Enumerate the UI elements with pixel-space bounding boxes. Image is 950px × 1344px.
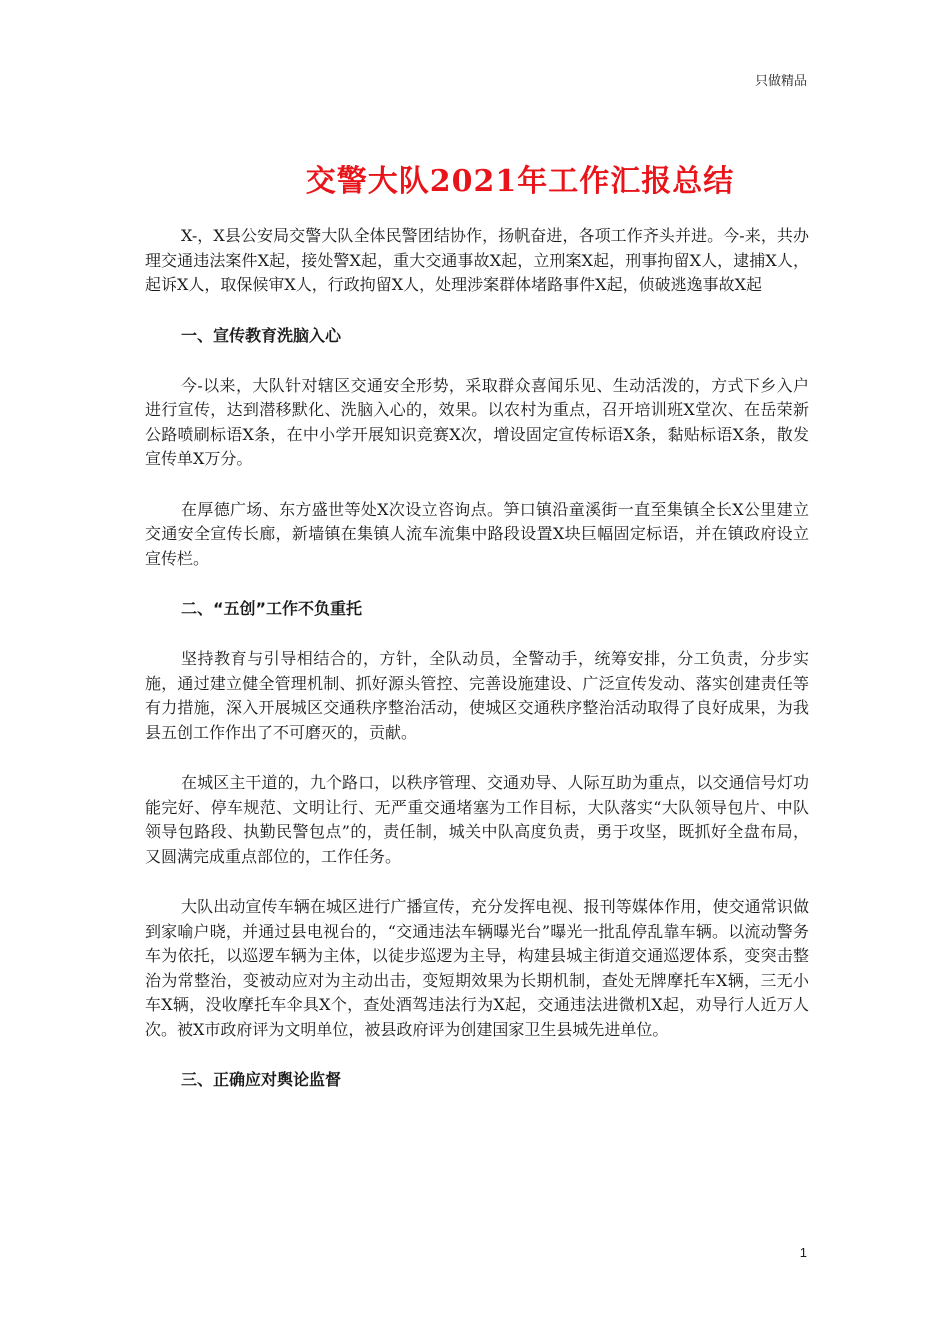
document-title: 交警大队2021年工作汇报总结: [305, 164, 735, 199]
section2-paragraph-1: 坚持教育与引导相结合的，方针，全队动员，全警动手，统筹安排，分工负责，分步实施，通过建立健全管理机制、抓好源头管控、完善设施建设、广泛宣传发动、落实创建责任等有力措施，深入开展城区交通秩序整治活动，使城区交通秩序整治活动取得了良好成果，为我县五创工作作出了不可磨灭的，贡献。: [145, 649, 809, 742]
header-note: 只做精品: [754, 74, 807, 89]
page-number: 1: [799, 1245, 807, 1260]
section-heading-1: 一、宣传教育洗脑入心: [181, 325, 342, 345]
section1-paragraph-1: 今-以来，大队针对辖区交通安全形势，采取群众喜闻乐见、生动活泼的，方式下乡入户进行宣传，达到潜移默化、洗脑入心的，效果。以农村为重点，召开培训班X堂次、在岳荣新公路喷刷标语X条，在中小学开展知识竞赛X次，增设固定宣传标语X条，黏贴标语X条，散发宣传单X万分。: [145, 375, 809, 468]
section-heading-3: 三、正确应对舆论监督: [181, 1070, 342, 1089]
section1-paragraph-2: 在厚德广场、东方盛世等处X次设立咨询点。笋口镇沿童溪街一直至集镇全长X公里建立交通安全宣传长廊，新墙镇在集镇人流车流集中路段设置X块巨幅固定标语，并在镇政府设立宣传栏。: [145, 499, 809, 568]
section2-paragraph-2: 在城区主干道的，九个路口，以秩序管理、交通劝导、人际互助为重点，以交通信号灯功能完好、停车规范、文明让行、无严重交通堵塞为工作目标，大队落实“大队领导包片、中队领导包路段、执勤民警包点”的，责任制，城关中队高度负责，勇于攻坚，既抓好全盘布局，又圆满完成重点部位的，工作任务。: [145, 773, 809, 866]
intro-paragraph: X-，X县公安局交警大队全体民警团结协作，扬帆奋进，各项工作齐头并进。今-来，共办理交通违法案件X起，接处警X起，重大交通事故X起，立刑案X起，刑事拘留X人，逮捕X人，起诉X人，取保候审X人，行政拘留X人，处理涉案群体堵路事件X起，侦破逃逸事故X起: [145, 226, 809, 294]
section-heading-2: 二、“五创”工作不负重托: [181, 599, 363, 618]
section2-paragraph-3: 大队出动宣传车辆在城区进行广播宣传，充分发挥电视、报刊等媒体作用，使交通常识做到家喻户晓，并通过县电视台的，“交通违法车辆曝光台”曝光一批乱停乱靠车辆。以流动警务车为依托，以巡逻车辆为主体，以徒步巡逻为主导，构建县城主街道交通巡逻体系，变突击整治为常整治，变被动应对为主动出击，变短期效果为长期机制，查处无牌摩托车X辆，三无小车X辆，没收摩托车伞具X个，查处酒驾违法行为X起，交通违法进微机X起，劝导行人近万人次。被X市政府评为文明单位，被县政府评为创建国家卫生县城先进单位。: [145, 897, 809, 1039]
document-body: [145, 224, 809, 1118]
